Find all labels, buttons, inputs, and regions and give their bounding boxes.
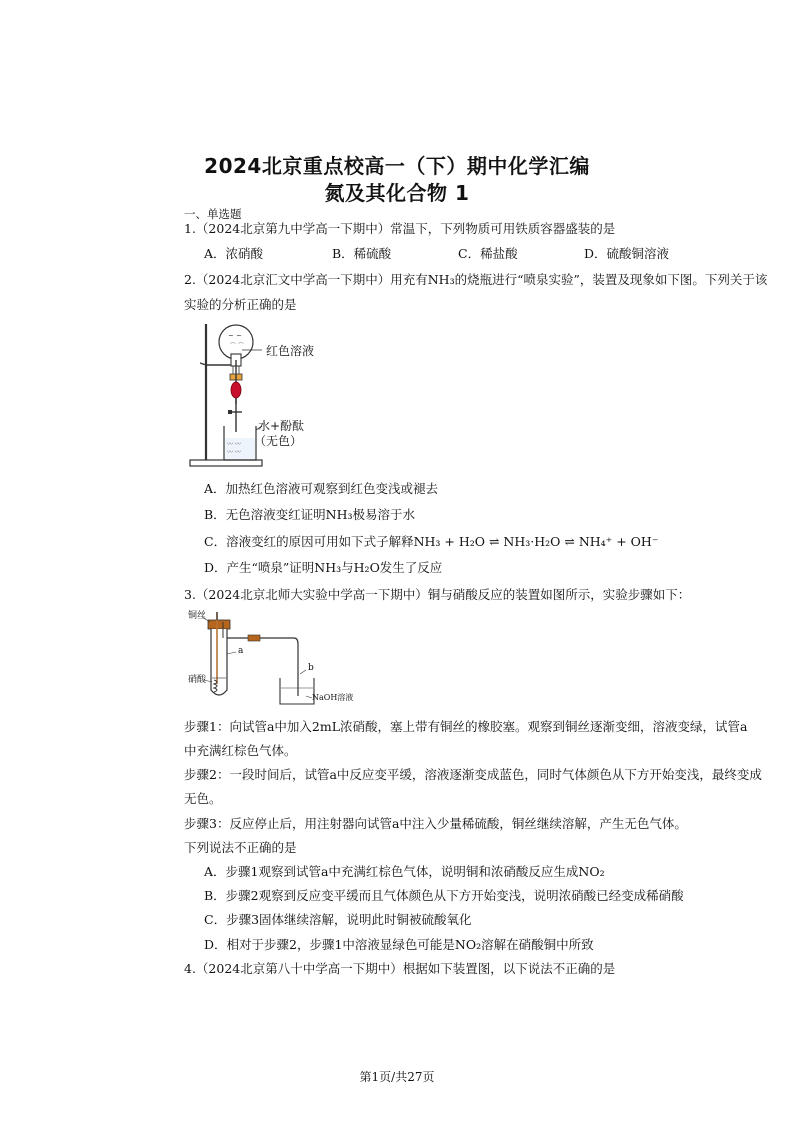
q1-option-c: C．稀盐酸 [458,246,518,261]
q3-step1-line1: 步骤1：向试管a中加入2mL浓硝酸，塞上带有铜丝的橡胶塞。观察到铜丝逐渐变细，溶液变绿，试管a [184,719,748,734]
q2-option-c: C．溶液变红的原因可用如下式子解释NH₃ + H₂O ⇌ NH₃·H₂O ⇌ NH₄⁺ + OH⁻ [204,534,659,549]
q2-option-d: D．产生“喷泉”证明NH₃与H₂O发生了反应 [204,560,443,575]
q2-stem-line1: 2.（2024北京汇文中学高一下期中）用充有NH₃的烧瓶进行“喷泉实验”，装置及现象如下图。下列关于该 [184,272,768,287]
q1-stem: 1.（2024北京第九中学高一下期中）常温下，下列物质可用铁质容器盛装的是 [184,221,616,236]
label-tube-a: a [238,646,244,656]
q4-stem: 4.（2024北京第八十中学高一下期中）根据如下装置图，以下说法不正确的是 [184,961,616,976]
label-tube-b: b [308,663,314,673]
label-water-phenolphthalein: 水+酚酞 [258,419,305,433]
svg-text:⌒ ⌒: ⌒ ⌒ [230,343,244,350]
q3-step1-line2: 中充满红棕色气体。 [184,743,297,758]
q3-step2-line1: 步骤2：一段时间后，试管a中反应变平缓，溶液逐渐变成蓝色，同时气体颜色从下方开始变浅，最终变成 [184,767,762,782]
q1-option-a: A．浓硝酸 [204,246,264,261]
page-subtitle: 氮及其化合物 1 [324,181,470,205]
q3-step2-line2: 无色。 [184,791,222,806]
label-nitric-acid: 硝酸 [188,675,207,685]
q3-step3: 步骤3：反应停止后，用注射器向试管a中注入少量稀硫酸，铜丝继续溶解，产生无色气体。 [184,816,687,831]
q1-option-b: B．稀硫酸 [332,246,392,261]
fountain-apparatus-figure [186,320,336,472]
page-footer: 第1页/共27页 [359,1070,435,1084]
q3-option-d: D．相对于步骤2，步骤1中溶液显绿色可能是NO₂溶解在硝酸铜中所致 [204,937,594,952]
q1-option-d: D．硫酸铜溶液 [584,246,670,261]
label-colorless: （无色） [254,434,303,448]
label-red-solution: 红色溶液 [266,344,315,358]
q2-stem-line2: 实验的分析正确的是 [184,297,297,312]
q3-question: 下列说法不正确的是 [184,840,297,855]
q3-option-b: B．步骤2观察到反应变平缓而且气体颜色从下方开始变浅，说明浓硝酸已经变成稀硝酸 [204,888,684,903]
label-naoh-solution: NaOH溶液 [312,693,354,702]
svg-text:〰 〰: 〰 〰 [227,441,241,448]
q2-option-b: B．无色溶液变红证明NH₃极易溶于水 [204,507,416,522]
svg-text:〰 〰: 〰 〰 [227,449,241,456]
page-title: 2024北京重点校高一（下）期中化学汇编 [204,154,590,178]
section-heading: 一、单选题 [184,207,242,221]
q3-option-c: C．步骤3固体继续溶解，说明此时铜被硫酸氧化 [204,912,472,927]
label-copper-wire: 铜丝 [188,611,207,621]
q3-stem: 3.（2024北京北师大实验中学高一下期中）铜与硝酸反应的装置如图所示，实验步骤如下： [184,587,691,602]
copper-nitric-apparatus-figure [186,608,354,708]
q3-option-a: A．步骤1观察到试管a中充满红棕色气体，说明铜和浓硝酸反应生成NO₂ [204,864,605,879]
svg-text:~ ~: ~ ~ [228,332,242,340]
q2-option-a: A．加热红色溶液可观察到红色变浅或褪去 [204,481,439,496]
